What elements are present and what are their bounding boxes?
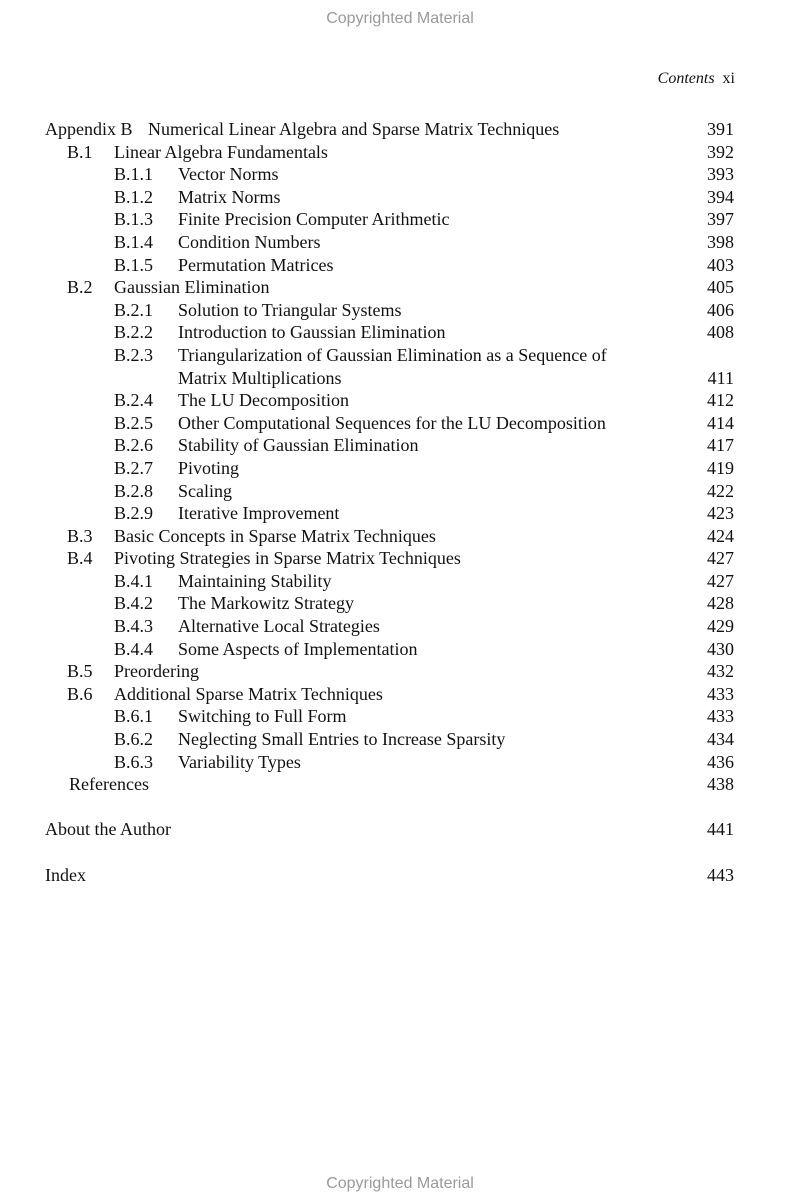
toc-entry-number: B.1.5 xyxy=(114,254,154,275)
toc-entry xyxy=(0,660,800,683)
toc-entry-title: Introduction to Gaussian Elimination xyxy=(178,322,446,343)
toc-entry-page-number: 438 xyxy=(707,774,734,795)
toc-entry-page-number: 432 xyxy=(707,661,734,682)
toc-entry-number: B.2 xyxy=(67,277,93,298)
watermark-top: Copyrighted Material xyxy=(326,10,474,27)
toc-entry xyxy=(0,502,800,525)
toc-entry xyxy=(0,457,800,480)
toc-entry-page-number: 422 xyxy=(707,480,734,501)
toc-entry-title: Gaussian Elimination xyxy=(114,277,270,298)
toc-entry-number: B.6.2 xyxy=(114,729,154,750)
toc-entry xyxy=(0,141,800,164)
toc-entry-title: Finite Precision Computer Arithmetic xyxy=(178,209,450,230)
toc-entry-title: Index xyxy=(45,864,86,885)
toc-entry-title: Iterative Improvement xyxy=(178,503,340,524)
toc-entry-title: Pivoting xyxy=(178,457,240,478)
toc-entry-number: B.2.4 xyxy=(114,390,154,411)
toc-entry-title: Switching to Full Form xyxy=(178,706,347,727)
toc-entry-page-number: 430 xyxy=(707,638,734,659)
toc-entry-number: B.2.2 xyxy=(114,322,154,343)
toc-entry xyxy=(0,208,800,231)
toc-entry-page-number: 433 xyxy=(707,683,734,704)
toc-entry-number: B.4.4 xyxy=(114,638,154,659)
toc-entry-page-number: 397 xyxy=(707,209,734,230)
toc-entry xyxy=(0,705,800,728)
toc-entry-page-number: 441 xyxy=(707,819,734,840)
toc-entry-number: B.6 xyxy=(67,683,93,704)
toc-entry-number: B.1.2 xyxy=(114,186,154,207)
toc-entry-number: B.1 xyxy=(67,141,93,162)
toc-entry-page-number: 427 xyxy=(707,548,734,569)
toc-entry-page-number: 394 xyxy=(707,186,734,207)
toc-entry xyxy=(0,638,800,661)
toc-entry xyxy=(0,818,800,841)
toc-entry xyxy=(0,615,800,638)
toc-entry-title: Other Computational Sequences for the LU Decomposition xyxy=(178,412,606,433)
toc-entry-page-number: 434 xyxy=(707,729,734,750)
toc-entry xyxy=(0,570,800,593)
running-head xyxy=(658,70,735,88)
toc-entry xyxy=(0,547,800,570)
toc-entry-title: Maintaining Stability xyxy=(178,570,332,591)
toc-entry xyxy=(0,276,800,299)
toc-entry-number: B.6.3 xyxy=(114,751,154,772)
toc-entry xyxy=(0,525,800,548)
toc-entry-page-number: 429 xyxy=(707,616,734,637)
toc-entry-page-number: 403 xyxy=(707,254,734,275)
toc-entry-page-number: 405 xyxy=(707,277,734,298)
toc-entry-number: B.4 xyxy=(67,548,93,569)
toc-entry-title: Numerical Linear Algebra and Sparse Matrix Techniques xyxy=(148,119,560,139)
toc-entry-title: Permutation Matrices xyxy=(178,254,334,275)
toc-entry-number: B.4.1 xyxy=(114,570,154,591)
toc-entry xyxy=(0,480,800,503)
toc-entry-title: References xyxy=(69,774,149,795)
toc-entry-page-number: 393 xyxy=(707,164,734,185)
toc-entry-title: About the Author xyxy=(45,819,171,840)
toc-entry-number: B.2.8 xyxy=(114,480,154,501)
toc-entry-title: Some Aspects of Implementation xyxy=(178,638,418,659)
toc-entry-page-number: 443 xyxy=(707,864,734,885)
toc-entry-number: B.4.3 xyxy=(114,616,154,637)
toc-entry xyxy=(0,389,800,412)
toc-entry xyxy=(0,321,800,344)
toc-entry-title: Scaling xyxy=(178,480,232,501)
toc-entry-number: B.5 xyxy=(67,661,93,682)
toc-entry xyxy=(0,683,800,706)
toc-entry-title: Stability of Gaussian Elimination xyxy=(178,435,419,456)
toc-entry-page-number: 398 xyxy=(707,231,734,252)
toc-entry-title: The LU Decomposition xyxy=(178,390,349,411)
toc-entry-title: Basic Concepts in Sparse Matrix Techniques xyxy=(114,525,436,546)
toc-entry-number: B.1.1 xyxy=(114,164,154,185)
toc-entry-page-number: 424 xyxy=(707,525,734,546)
toc-entry-title: Triangularization of Gaussian Elimination as a Sequence of Matrix Multiplications xyxy=(178,344,607,388)
running-head-label: Contents xyxy=(657,70,715,87)
toc-entry-title: Vector Norms xyxy=(178,164,279,185)
toc-entry-title: Neglecting Small Entries to Increase Sparsity xyxy=(178,729,506,750)
toc-entry xyxy=(0,186,800,209)
running-head-page-number: xi xyxy=(722,70,735,87)
toc-entry-title: Pivoting Strategies in Sparse Matrix Techniques xyxy=(114,548,461,569)
toc-entry xyxy=(0,773,800,796)
toc-entry-title: Additional Sparse Matrix Techniques xyxy=(114,683,383,704)
toc-entry xyxy=(0,592,800,615)
toc-entry-number: B.6.1 xyxy=(114,706,154,727)
table-of-contents xyxy=(0,118,800,886)
toc-entry-page-number: 433 xyxy=(707,706,734,727)
toc-entry xyxy=(0,254,800,277)
toc-entry-number: Appendix B xyxy=(45,119,133,139)
toc-entry-title: Preordering xyxy=(114,661,199,682)
toc-entry xyxy=(0,344,800,389)
watermark-bottom: Copyrighted Material xyxy=(326,1175,474,1192)
toc-entry-title: Matrix Norms xyxy=(178,186,281,207)
toc-entry-number: B.2.1 xyxy=(114,299,154,320)
toc-entry-page-number: 419 xyxy=(707,457,734,478)
toc-entry xyxy=(0,299,800,322)
toc-entry-title: Alternative Local Strategies xyxy=(178,616,380,637)
toc-entry-number: B.1.3 xyxy=(114,209,154,230)
toc-entry-number: B.2.7 xyxy=(114,457,154,478)
toc-entry-page-number: 411 xyxy=(707,367,734,388)
toc-entry xyxy=(0,118,800,141)
toc-entry xyxy=(0,434,800,457)
toc-entry xyxy=(0,163,800,186)
toc-entry xyxy=(0,728,800,751)
toc-entry-number: B.2.5 xyxy=(114,412,154,433)
toc-entry-page-number: 427 xyxy=(707,570,734,591)
toc-entry xyxy=(0,412,800,435)
toc-entry-page-number: 436 xyxy=(707,751,734,772)
toc-entry-page-number: 417 xyxy=(707,435,734,456)
toc-entry-number: B.2.6 xyxy=(114,435,154,456)
toc-entry-page-number: 391 xyxy=(707,119,734,139)
toc-entry xyxy=(0,751,800,774)
toc-entry-page-number: 423 xyxy=(707,503,734,524)
toc-entry-number: B.4.2 xyxy=(114,593,154,614)
toc-entry-page-number: 428 xyxy=(707,593,734,614)
toc-entry xyxy=(0,864,800,887)
toc-entry-number: B.2.9 xyxy=(114,503,154,524)
toc-entry-number: B.2.3 xyxy=(114,344,154,365)
toc-entry-number: B.3 xyxy=(67,525,93,546)
toc-entry-number: B.1.4 xyxy=(114,231,154,252)
toc-entry-title: The Markowitz Strategy xyxy=(178,593,354,614)
toc-entry-page-number: 412 xyxy=(707,390,734,411)
toc-entry xyxy=(0,231,800,254)
toc-entry-title: Linear Algebra Fundamentals xyxy=(114,141,328,162)
toc-entry-page-number: 414 xyxy=(707,412,734,433)
toc-entry-page-number: 392 xyxy=(707,141,734,162)
toc-entry-page-number: 406 xyxy=(707,299,734,320)
toc-entry-title: Variability Types xyxy=(178,751,301,772)
toc-entry-title: Solution to Triangular Systems xyxy=(178,299,402,320)
toc-entry-title: Condition Numbers xyxy=(178,231,321,252)
toc-entry-page-number: 408 xyxy=(707,322,734,343)
